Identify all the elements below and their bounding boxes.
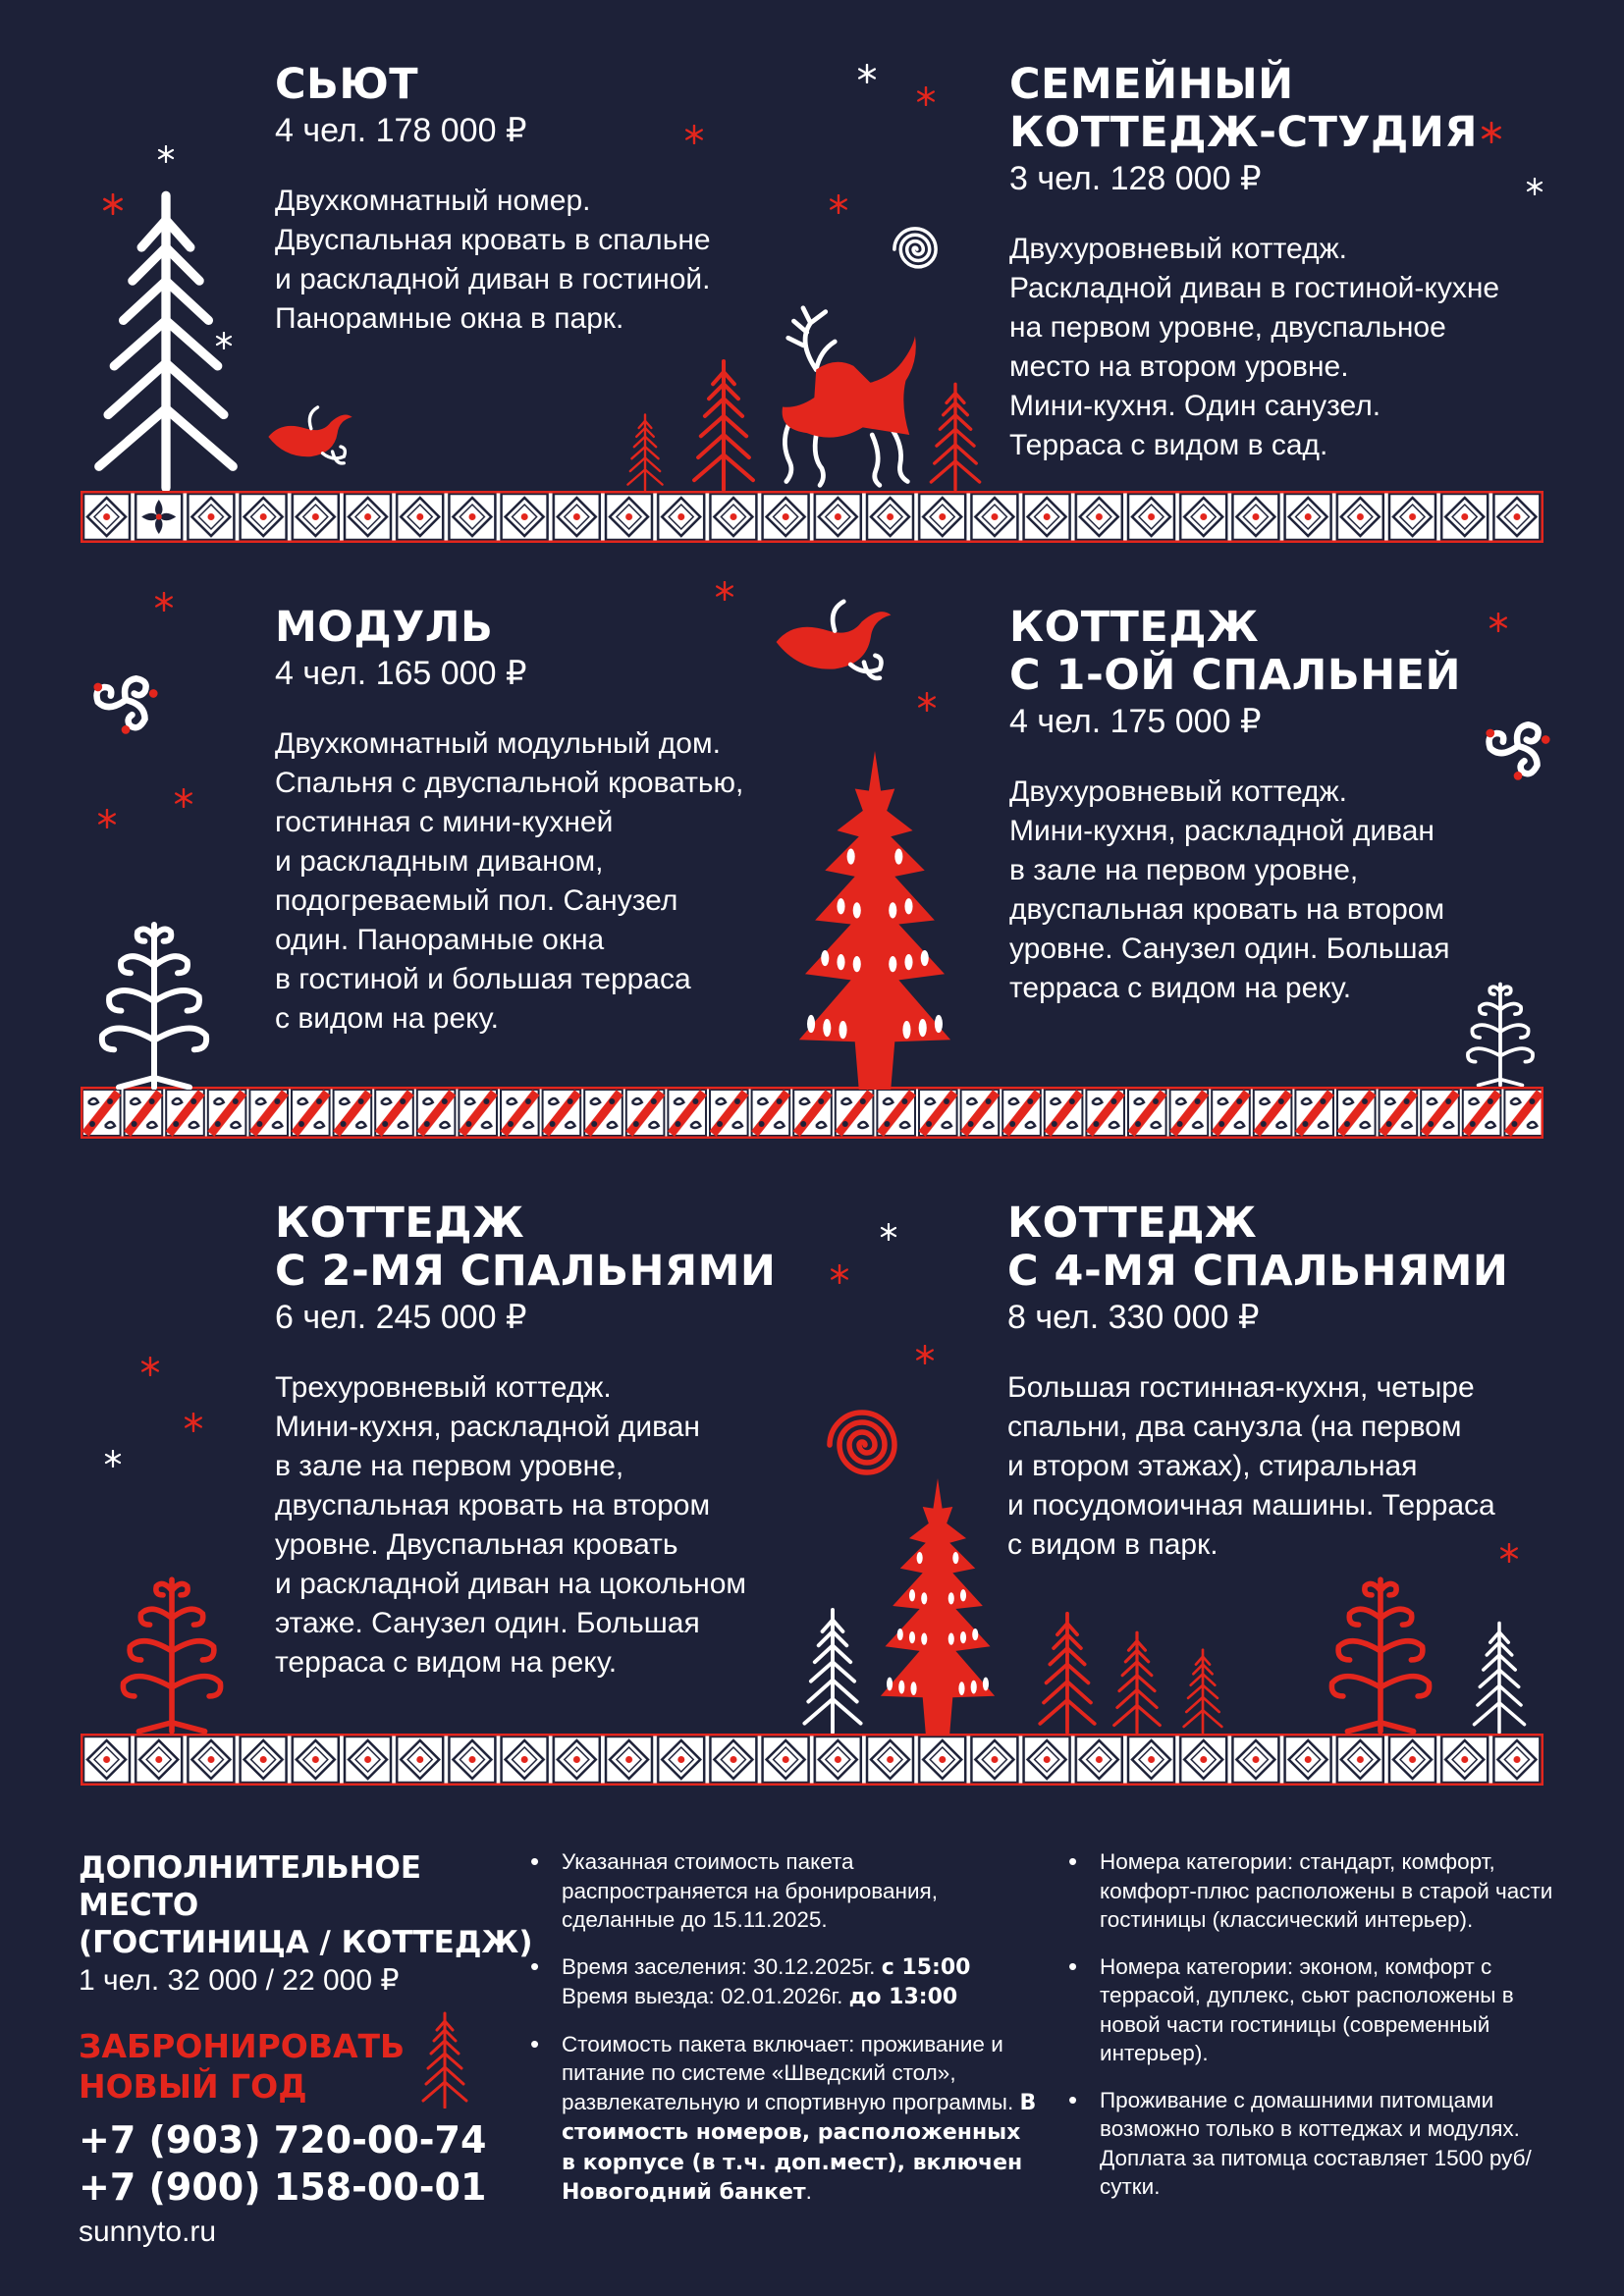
card-cottage-1-bedroom xyxy=(1009,604,1559,1008)
snowflake-icon xyxy=(215,332,233,349)
spruce-icon xyxy=(791,751,958,1090)
snowflake-icon xyxy=(104,1450,122,1468)
curl-tree-icon xyxy=(1449,977,1551,1087)
snowflake-icon xyxy=(184,1413,203,1432)
card-price: 8 чел. 330 000 ₽ xyxy=(1007,1299,1260,1336)
snowflake-icon xyxy=(154,592,174,612)
bird-icon xyxy=(772,597,895,687)
snowflake-icon xyxy=(916,86,936,106)
snowflake-icon xyxy=(880,1223,897,1241)
card-description: Двухкомнатный модульный дом. Спальня с двуспальной кроватью, гостинная с мини-кухней и раскладным диваном, подогреваемый пол. Санузел один. Панорамные окна в гостиной и большая терраса с видом на реку. xyxy=(275,727,744,1035)
card-title: КОТТЕДЖ С 2-МЯ СПАЛЬНЯМИ xyxy=(275,1199,777,1296)
curl-tree-icon xyxy=(81,913,228,1090)
booking-block xyxy=(79,2026,550,2252)
note-item: • Стоимость пакета включает: проживание и питание по системе «Шведский стол», развлекательную и спортивную программы. В стоимость номеров, расположенных в корпусе (в т.ч. доп.мест), включен Новогодний банкет. xyxy=(530,2030,1041,2208)
note-item: • Время заселения: 30.12.2025г. с 15:00 Время выезда: 02.01.2026г. до 13:00 xyxy=(530,1952,1041,2012)
book-new-year-link[interactable]: ЗАБРОНИРОВАТЬ НОВЫЙ ГОД xyxy=(79,2027,406,2106)
note-item: • Номера категории: стандарт, комфорт, комфорт-плюс расположены в старой части гостиницы (классический интерьер). xyxy=(1068,1847,1579,1935)
card-description: Двухуровневый коттедж. Раскладной диван в гостиной-кухне на первом уровне, двуспальное место на втором уровне. Мини-кухня. Один санузел. Терраса с видом в сад. xyxy=(1009,233,1500,461)
snowflake-icon xyxy=(102,193,124,215)
card-price: 4 чел. 165 000 ₽ xyxy=(275,655,527,692)
phone-link[interactable]: +7 (900) 158-00-01 xyxy=(79,2165,487,2209)
bird-icon xyxy=(265,402,355,471)
card-description: Двухкомнатный номер. Двуспальная кровать в спальне и раскладной диван в гостиной. Панорамные окна в парк. xyxy=(275,185,711,335)
triskelion-icon xyxy=(1481,709,1555,783)
reindeer-icon xyxy=(756,304,923,491)
fir-tree-icon xyxy=(797,1606,868,1734)
note-item: • Проживание с домашними питомцами возможно только в коттеджах и модулях. Доплата за питомца составляет 1500 руб/сутки. xyxy=(1068,2086,1579,2202)
spruce-icon xyxy=(874,1478,1001,1734)
snowflake-icon xyxy=(140,1357,160,1376)
card-price: 4 чел. 178 000 ₽ xyxy=(275,112,527,149)
curl-tree-icon xyxy=(98,1569,245,1734)
snowflake-icon xyxy=(684,125,704,144)
snowflake-icon xyxy=(715,581,734,601)
snowflake-icon xyxy=(915,1345,935,1364)
card-title: КОТТЕДЖ С 1-ОЙ СПАЛЬНЕЙ xyxy=(1009,603,1461,700)
card-title: КОТТЕДЖ С 4-МЯ СПАЛЬНЯМИ xyxy=(1007,1199,1509,1296)
snowflake-icon xyxy=(174,788,193,808)
snowflake-icon xyxy=(1489,613,1508,632)
card-module xyxy=(275,604,825,1039)
snowflake-icon xyxy=(830,1264,849,1284)
card-family-cottage xyxy=(1009,61,1559,465)
snowflake-icon xyxy=(1481,122,1502,143)
snowflake-icon xyxy=(857,64,877,83)
card-description: Двухуровневый коттедж. Мини-кухня, раскладной диван в зале на первом уровне, двуспальная кровать на втором уровне. Санузел один. Большая терраса с видом на реку. xyxy=(1009,775,1450,1004)
fir-tree-icon xyxy=(1108,1629,1166,1734)
card-price: 4 чел. 175 000 ₽ xyxy=(1009,703,1262,740)
card-price: 6 чел. 245 000 ₽ xyxy=(275,1299,527,1336)
spiral-icon xyxy=(884,218,947,281)
fir-tree-icon xyxy=(1178,1647,1227,1734)
note-item: • Указанная стоимость пакета распространяется на бронирования, сделанные до 15.11.2025. xyxy=(530,1847,1041,1935)
card-cottage-2-bedrooms xyxy=(275,1200,825,1682)
snowflake-icon xyxy=(829,194,848,214)
card-suite xyxy=(275,61,825,339)
card-price: 3 чел. 128 000 ₽ xyxy=(1009,160,1262,197)
extra-place xyxy=(79,1849,540,2001)
website-link[interactable]: sunnyto.ru xyxy=(79,2216,217,2248)
fir-tree-icon xyxy=(1465,1620,1534,1734)
snowflake-icon xyxy=(157,145,175,163)
note-item: • Номера категории: эконом, комфорт с террасой, дуплекс, сьют расположены в новой части гостиницы (современный интерьер). xyxy=(1068,1952,1579,2068)
phone-link[interactable]: +7 (903) 720-00-74 xyxy=(79,2118,487,2162)
ornament-border xyxy=(81,1087,1543,1139)
notes-right xyxy=(1068,1847,1579,2219)
ornament-border xyxy=(81,491,1543,543)
fir-tree-icon xyxy=(416,2010,473,2109)
extra-place-title: ДОПОЛНИТЕЛЬНОЕ МЕСТО (ГОСТИНИЦА / КОТТЕДЖ) xyxy=(79,1850,533,1960)
card-cottage-4-bedrooms xyxy=(1007,1200,1577,1565)
snowflake-icon xyxy=(1499,1543,1519,1563)
snowflake-icon xyxy=(97,809,117,828)
fir-tree-icon xyxy=(619,412,672,491)
extra-place-price: 1 чел. 32 000 / 22 000 ₽ xyxy=(79,1964,400,1997)
fir-tree-icon xyxy=(1033,1610,1102,1734)
card-title: СЕМЕЙНЫЙ КОТТЕДЖ-СТУДИЯ xyxy=(1009,60,1478,157)
card-description: Трехуровневый коттедж. Мини-кухня, раскладной диван в зале на первом уровне, двуспальная кровать на втором уровне. Двуспальная кровать и раскладной диван на цокольном этаже. Санузел один. Большая терраса с видом на реку. xyxy=(275,1371,747,1679)
notes-middle xyxy=(530,1847,1041,2225)
fir-tree-icon xyxy=(927,381,984,491)
curl-tree-icon xyxy=(1322,1569,1439,1734)
triskelion-icon xyxy=(88,663,163,737)
card-description: Большая гостинная-кухня, четыре спальни, два санузла (на первом и втором этажах), стиральная и посудомоичная машины. Терраса с видом в парк. xyxy=(1007,1371,1495,1561)
card-title: СЬЮТ xyxy=(275,60,419,109)
snowflake-icon xyxy=(1526,178,1543,195)
card-title: МОДУЛЬ xyxy=(275,603,494,652)
snowflake-icon xyxy=(917,692,937,712)
ornament-border xyxy=(81,1734,1543,1786)
